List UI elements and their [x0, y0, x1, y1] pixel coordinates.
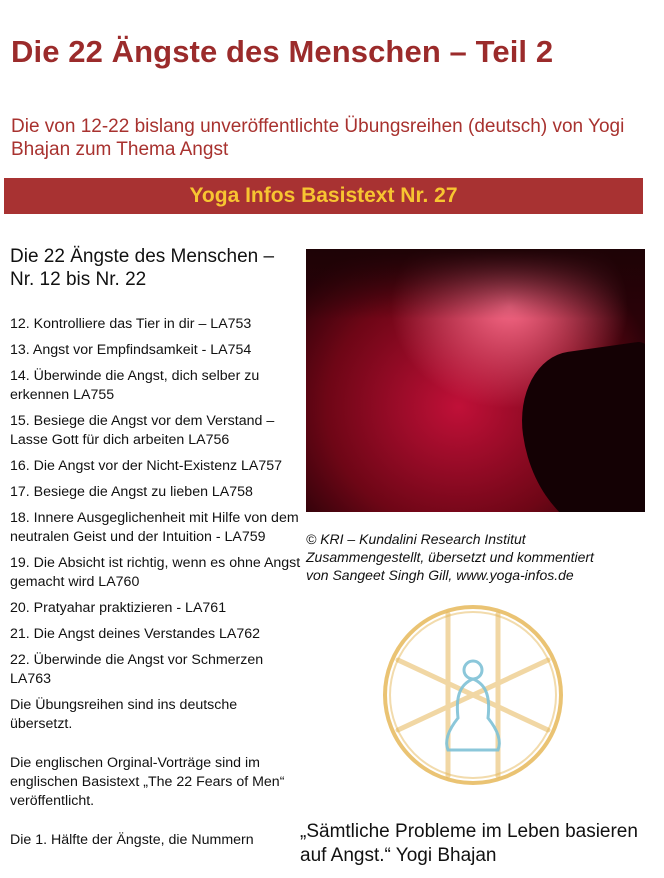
photo-rock-top — [306, 249, 645, 319]
list-item: 17. Besiege die Angst zu lieben LA758 — [10, 484, 253, 500]
left-column — [10, 245, 302, 870]
list-item: 13. Angst vor Empfindsamkeit - LA754 — [10, 342, 252, 358]
fears-list — [10, 315, 302, 689]
list-item: 18. Innere Ausgeglichenheit mit Hilfe von dem neutralen Geist und der Intuition - LA759 — [10, 510, 299, 545]
paragraph-first-half: Die 1. Hälfte der Ängste, die Nummern — [10, 832, 254, 848]
list-item: 21. Die Angst deines Verstandes LA762 — [10, 626, 261, 642]
caption-line: © KRI – Kundalini Research Institut — [306, 531, 526, 547]
photo-caption — [306, 530, 656, 584]
caption-line: Zusammengestellt, übersetzt und kommentiert — [306, 549, 594, 565]
caption-line: von Sangeet Singh Gill, www.yoga-infos.de — [306, 567, 574, 583]
paragraph-original: Die englischen Orginal-Vorträge sind im englischen Basistext „The 22 Fears of Men“ veröffentlicht. — [10, 755, 285, 809]
list-item: 20. Pratyahar praktizieren - LA761 — [10, 600, 227, 616]
photo-rock-right — [512, 340, 645, 512]
list-item: 12. Kontrolliere das Tier in dir – LA753 — [10, 316, 252, 332]
list-item: 15. Besiege die Angst vor dem Verstand – Lasse Gott für dich arbeiten LA756 — [10, 413, 275, 448]
section-heading: Die 22 Ängste des Menschen – Nr. 12 bis Nr. 22 — [10, 246, 275, 290]
list-item: 16. Die Angst vor der Nicht-Existenz LA757 — [10, 458, 283, 474]
banner — [4, 178, 643, 214]
list-item: 19. Die Absicht ist richtig, wenn es ohne Angst gemacht wird LA760 — [10, 555, 301, 590]
cave-light-photo — [306, 249, 645, 512]
page-subtitle: Die von 12-22 bislang unveröffentlichte Übungsreihen (deutsch) von Yogi Bhajan zum Thema Angst — [11, 116, 625, 160]
page-title: Die 22 Ängste des Menschen – Teil 2 — [11, 34, 554, 69]
banner-text: Yoga Infos Basistext Nr. 27 — [189, 184, 458, 207]
quote: „Sämtliche Probleme im Leben basieren auf Angst.“ Yogi Bhajan — [300, 821, 638, 866]
paragraph-translation: Die Übungsreihen sind ins deutsche übersetzt. — [10, 697, 238, 732]
list-item: 14. Überwinde die Angst, dich selber zu erkennen LA755 — [10, 368, 260, 403]
list-item: 22. Überwinde die Angst vor Schmerzen LA763 — [10, 652, 264, 687]
meditation-wheel-logo — [378, 600, 568, 790]
